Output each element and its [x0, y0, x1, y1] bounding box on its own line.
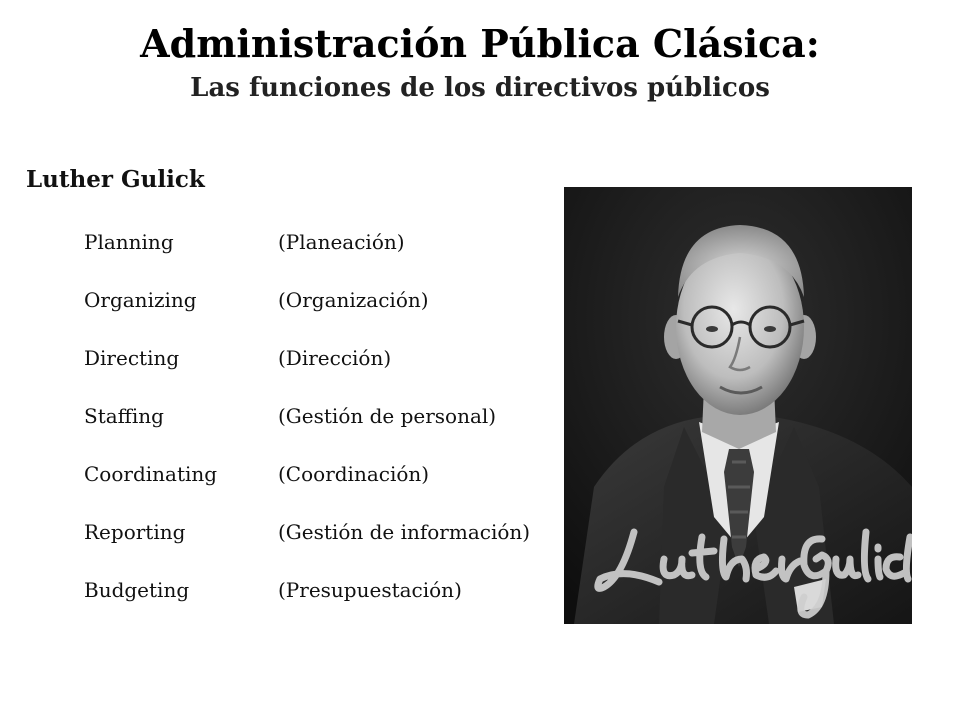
function-english-label: Planning	[84, 230, 174, 254]
function-row-staffing	[84, 402, 554, 460]
function-spanish-label: (Gestión de información)	[278, 520, 531, 544]
function-spanish-label: (Planeación)	[278, 230, 405, 254]
function-row-organizing	[84, 286, 554, 344]
function-english-label: Coordinating	[84, 462, 218, 486]
functions-list	[84, 228, 554, 634]
function-row-coordinating	[84, 460, 554, 518]
function-row-budgeting	[84, 576, 554, 634]
function-spanish-label: (Coordinación)	[278, 462, 430, 486]
function-english-label: Directing	[84, 346, 180, 370]
function-row-directing	[84, 344, 554, 402]
function-english-label: Organizing	[84, 288, 197, 312]
slide-subtitle: Las funciones de los directivos públicos	[190, 73, 770, 103]
function-spanish-label: (Organización)	[278, 288, 429, 312]
function-row-planning	[84, 228, 554, 286]
function-row-reporting	[84, 518, 554, 576]
function-spanish-label: (Gestión de personal)	[278, 404, 497, 428]
function-english-label: Reporting	[84, 520, 186, 544]
function-spanish-label: (Dirección)	[278, 346, 392, 370]
function-spanish-label: (Presupuestación)	[278, 578, 462, 602]
function-english-label: Budgeting	[84, 578, 190, 602]
slide-title: Administración Pública Clásica:	[140, 21, 820, 66]
author-heading: Luther Gulick	[26, 166, 205, 193]
portrait-photo	[564, 187, 912, 624]
function-english-label: Staffing	[84, 404, 164, 428]
